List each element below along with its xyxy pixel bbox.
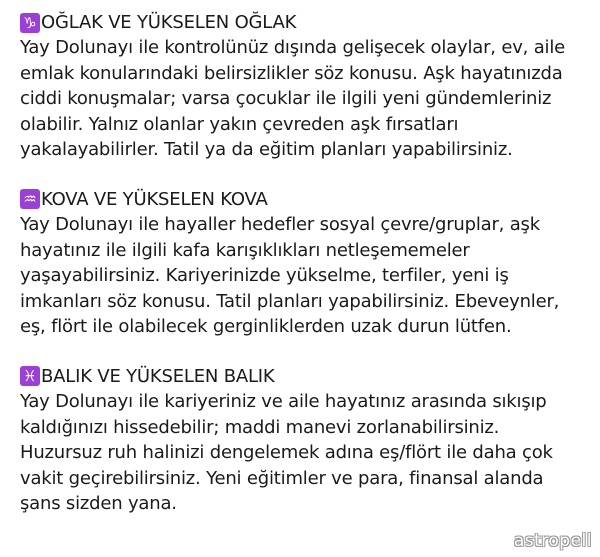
- text-line: yakalayabilirler. Tatil ya da eğitim planları yapabilirsiniz.: [20, 139, 513, 161]
- text-line: hayatınız ile ilgili kafa karışıklıkları netleşememeler: [20, 239, 470, 261]
- capricorn-icon: ♑: [20, 13, 40, 33]
- text-line: imkanları söz konusu. Tatil planları yapabilirsiniz. Ebeveynler,: [20, 290, 560, 312]
- text-line: kaldığınızı hissedebilir; maddi manevi zorlanabilirsiniz.: [20, 416, 500, 438]
- text-line: emlak konularındaki belirsizlikler söz konusu. Aşk hayatınızda: [20, 62, 563, 84]
- section-heading: [20, 10, 592, 35]
- section-body: [20, 35, 592, 163]
- horoscope-document: [20, 10, 592, 517]
- text-line: Yay Dolunayı ile hayaller hedefler sosyal çevre/gruplar, aşk: [20, 213, 540, 235]
- section-aquarius: [20, 187, 592, 340]
- watermark: astropell: [513, 531, 592, 551]
- text-line: şans sizden yana.: [20, 493, 177, 515]
- section-pisces: [20, 364, 592, 517]
- aquarius-icon: ♒: [20, 189, 40, 209]
- text-line: eş, flört ile olabilecek gerginliklerden uzak durun lütfen.: [20, 316, 512, 338]
- section-heading: [20, 187, 592, 212]
- text-line: yaşayabilirsiniz. Kariyerinizde yükselme, terfiler, yeni iş: [20, 265, 509, 287]
- text-line: ciddi konuşmalar; varsa çocuklar ile ilgili yeni gündemleriniz: [20, 88, 552, 110]
- text-line: olabilir. Yalnız olanlar yakın çevreden aşk fırsatları: [20, 113, 459, 135]
- section-heading: [20, 364, 592, 389]
- section-body: [20, 389, 592, 517]
- text-line: Yay Dolunayı ile kariyeriniz ve aile hayatınız arasında sıkışıp: [20, 390, 547, 412]
- text-line: Yay Dolunayı ile kontrolünüz dışında gelişecek olaylar, ev, aile: [20, 37, 565, 58]
- pisces-icon: ♓: [20, 366, 40, 386]
- text-line: vakit geçirebilirsiniz. Yeni eğitimler ve para, finansal alanda: [20, 467, 544, 489]
- section-title: KOVA VE YÜKSELEN KOVA: [41, 188, 268, 210]
- section-body: [20, 212, 592, 340]
- section-title: BALIK VE YÜKSELEN BALIK: [41, 365, 275, 387]
- section-title: OĞLAK VE YÜKSELEN OĞLAK: [41, 12, 297, 33]
- text-line: Huzursuz ruh halinizi dengelemek adına eş/flört ile daha çok: [20, 442, 553, 464]
- section-capricorn: [20, 10, 592, 163]
